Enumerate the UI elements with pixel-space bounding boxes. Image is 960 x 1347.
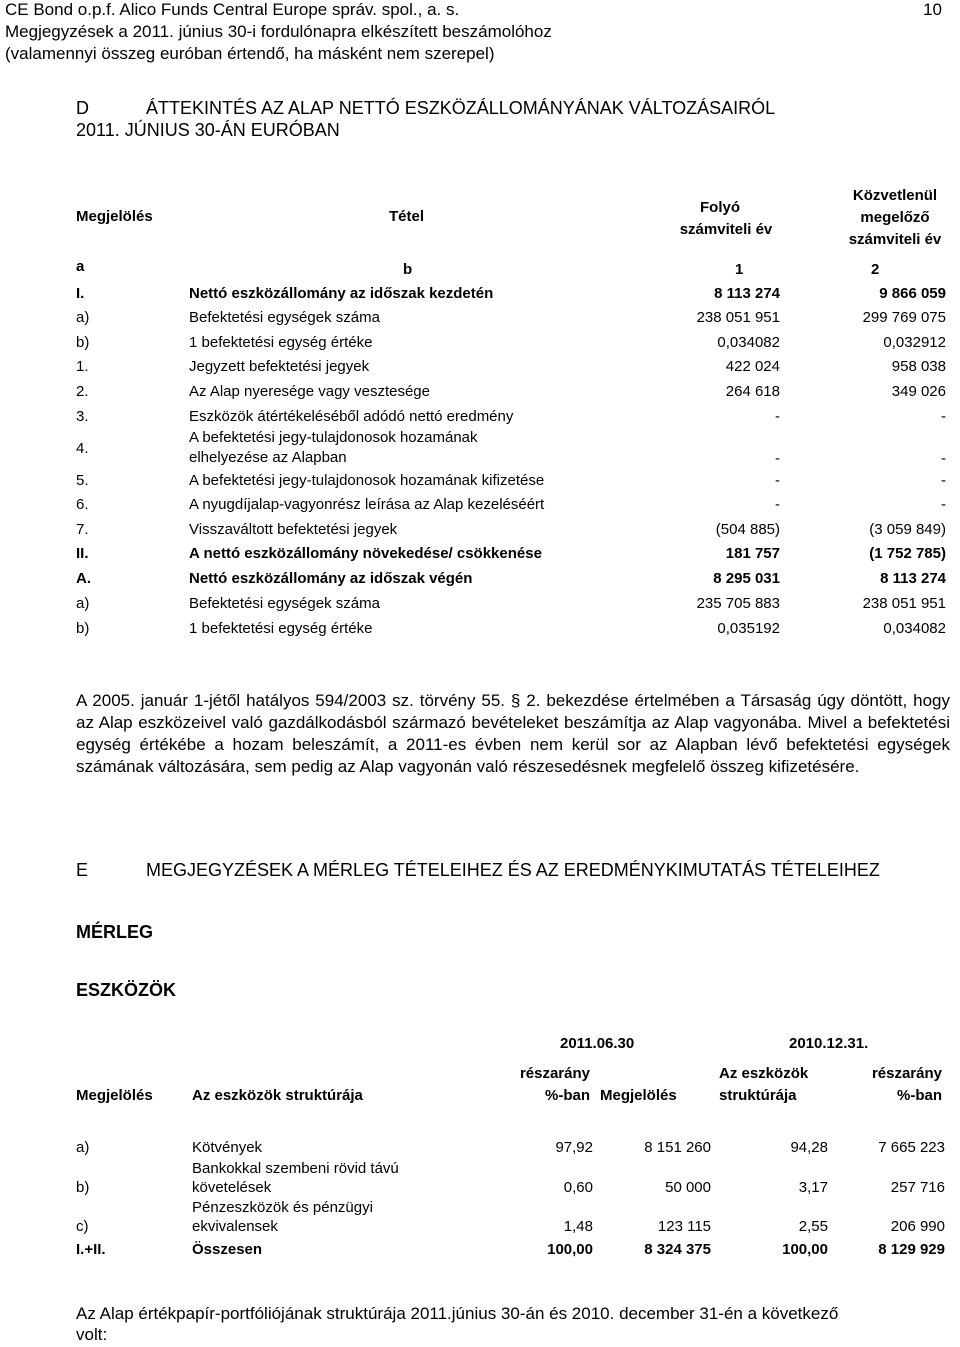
row-current-year: - — [775, 472, 780, 489]
row-label: Visszaváltott befektetési jegyek — [189, 521, 398, 538]
date-2010: 2010.12.31. — [789, 1035, 869, 1052]
date-2011: 2011.06.30 — [560, 1035, 635, 1052]
col-header-elozo-3: számviteli év — [848, 231, 942, 248]
t2-row-value-2010: 7 665 223 — [878, 1139, 945, 1156]
t2-header-reszarany1-1: részarány — [519, 1065, 590, 1082]
col-header-elozo-1: Közvetlenül — [852, 187, 938, 204]
t2-row-mark: c) — [76, 1218, 89, 1235]
col-header-folyo-1: Folyó — [700, 199, 740, 216]
index-2: 2 — [871, 261, 880, 278]
row-previous-year: (3 059 849) — [869, 521, 946, 538]
section-d-title-line-1: ÁTTEKINTÉS AZ ALAP NETTÓ ESZKÖZÁLLOMÁNYÁNAK VÁLTOZÁSAIRÓL — [146, 98, 776, 118]
header-line-2: Megjegyzések a 2011. június 30-i fordulónapra elkészített beszámolóhoz — [5, 22, 552, 41]
t2-row-value-2011: 50 000 — [665, 1179, 711, 1196]
t2-row-mark: b) — [76, 1179, 90, 1196]
t2-row-mark: I.+II. — [76, 1241, 106, 1258]
t2-row-value-2011: 8 151 260 — [644, 1139, 711, 1156]
row-previous-year: 238 051 951 — [862, 595, 946, 612]
t2-row-label: Pénzeszközök és pénzügyi — [192, 1199, 373, 1216]
section-d-letter: D — [76, 98, 89, 118]
row-label: Nettó eszközállomány az időszak kezdetén — [189, 285, 494, 302]
row-mark: 2. — [76, 383, 89, 400]
t2-row-pct-2010: 100,00 — [782, 1241, 828, 1258]
row-mark: 7. — [76, 521, 89, 538]
t2-row-value-2010: 206 990 — [890, 1218, 945, 1235]
t2-row-value-2011: 8 324 375 — [644, 1241, 711, 1258]
row-mark: 3. — [76, 408, 89, 425]
row-previous-year: 8 113 274 — [880, 570, 946, 587]
row-current-year: - — [775, 408, 780, 425]
t2-row-mark: a) — [76, 1139, 90, 1156]
t2-row-value-2010: 257 716 — [890, 1179, 945, 1196]
footer-text-2: volt: — [76, 1325, 108, 1344]
section-d-title-line-2: 2011. JÚNIUS 30-ÁN EURÓBAN — [76, 120, 340, 140]
row-current-year: 8 113 274 — [714, 285, 780, 302]
t2-row-label-cont: követelések — [192, 1179, 272, 1196]
row-mark: 5. — [76, 472, 89, 489]
row-mark: 1. — [76, 358, 89, 375]
row-current-year: 235 705 883 — [696, 595, 780, 612]
row-current-year: 0,035192 — [717, 620, 780, 637]
row-label: 1 befektetési egység értéke — [189, 334, 373, 351]
row-label: A befektetési jegy-tulajdonosok hozamának kifizetése — [189, 472, 545, 489]
row-current-year: 8 295 031 — [713, 570, 780, 587]
t2-header-reszarany2-2: %-ban — [897, 1087, 942, 1104]
row-previous-year: 9 866 059 — [879, 285, 946, 302]
col-header-folyo-2: számviteli év — [679, 221, 773, 238]
row-mark: II. — [76, 545, 89, 562]
t2-header-struktura: Az eszközök struktúrája — [192, 1087, 363, 1104]
eszkozok-heading: ESZKÖZÖK — [76, 980, 177, 1000]
header-line-3: (valamennyi összeg euróban értendő, ha másként nem szerepel) — [5, 44, 495, 63]
col-header-elozo-2: megelőző — [860, 209, 930, 226]
row-previous-year: 299 769 075 — [862, 309, 946, 326]
row-current-year: - — [775, 450, 780, 467]
index-a: a — [76, 258, 85, 275]
row-mark: A. — [76, 570, 91, 587]
row-previous-year: - — [941, 496, 946, 513]
row-mark: b) — [76, 334, 90, 351]
index-1: 1 — [735, 261, 744, 278]
row-previous-year: 958 038 — [891, 358, 946, 375]
row-label: Jegyzett befektetési jegyek — [189, 358, 370, 375]
t2-header-megjeloles: Megjelölés — [76, 1087, 153, 1104]
row-label: 1 befektetési egység értéke — [189, 620, 373, 637]
section-e-letter: E — [76, 860, 89, 880]
row-mark: 4. — [76, 440, 89, 457]
row-current-year: 422 024 — [725, 358, 780, 375]
row-label: Eszközök átértékeléséből adódó nettó eredmény — [189, 408, 514, 425]
t2-header-az-eszkozok-2: struktúrája — [719, 1087, 797, 1104]
t2-row-label-cont: ekvivalensek — [192, 1218, 278, 1235]
row-current-year: 0,034082 — [717, 334, 780, 351]
col-header-tetel: Tétel — [389, 208, 425, 225]
footer-text-1: Az Alap értékpapír-portfóliójának struktúrája 2011.június 30-án és 2010. december 31-én a következő — [76, 1304, 839, 1323]
row-current-year: 264 618 — [725, 383, 780, 400]
row-label: Befektetési egységek száma — [189, 595, 380, 612]
row-label: Befektetési egységek száma — [189, 309, 380, 326]
row-previous-year: 0,034082 — [883, 620, 946, 637]
row-label: A nyugdíjalap-vagyonrész leírása az Alap kezeléséért — [189, 496, 545, 513]
row-previous-year: 0,032912 — [883, 334, 946, 351]
t2-row-pct-2010: 2,55 — [798, 1218, 828, 1235]
row-previous-year: - — [941, 472, 946, 489]
t2-row-pct-2011: 1,48 — [563, 1218, 593, 1235]
t2-row-pct-2011: 97,92 — [555, 1139, 593, 1156]
index-b: b — [403, 261, 413, 278]
t2-header-reszarany2-1: részarány — [871, 1065, 942, 1082]
t2-row-pct-2011: 100,00 — [547, 1241, 593, 1258]
t2-row-pct-2011: 0,60 — [563, 1179, 593, 1196]
t2-row-value-2010: 8 129 929 — [878, 1241, 945, 1258]
row-mark: I. — [76, 285, 85, 302]
row-label-cont: elhelyezése az Alapban — [189, 449, 347, 466]
header-line-1: CE Bond o.p.f. Alico Funds Central Europe správ. spol., a. s. — [5, 0, 460, 19]
row-current-year: 181 757 — [725, 545, 780, 562]
t2-row-label: Bankokkal szembeni rövid távú — [192, 1160, 399, 1177]
row-mark: a) — [76, 309, 90, 326]
section-e-title: MEGJEGYZÉSEK A MÉRLEG TÉTELEIHEZ ÉS AZ EREDMÉNYKIMUTATÁS TÉTELEIHEZ — [146, 860, 880, 880]
t2-header-megjeloles2: Megjelölés — [600, 1087, 677, 1104]
row-current-year: 238 051 951 — [696, 309, 780, 326]
t2-row-pct-2010: 3,17 — [798, 1179, 828, 1196]
t2-header-reszarany1-2: %-ban — [545, 1087, 590, 1104]
explanatory-paragraph: A 2005. január 1-jétől hatályos 594/2003 sz. törvény 55. § 2. bekezdése értelmében a Társaság úgy döntött, hogy az Alap eszközeivel való gazdálkodásból származó bevételeket beszámítja az Alap vagyonába. Mivel a befektetési egység értékébe a hozam beleszámít, a 2011-es évben nem kerül sor az Alapban lévő befektetési egységek számának változására, sem pedig az Alap vagyonán való részesedésnek megfelelő összeg kifizetésére. — [76, 691, 950, 776]
row-label: A befektetési jegy-tulajdonosok hozamának — [189, 429, 478, 446]
row-mark: 6. — [76, 496, 89, 513]
t2-row-label: Összesen — [192, 1241, 263, 1258]
merleg-heading: MÉRLEG — [76, 922, 154, 942]
row-current-year: (504 885) — [715, 521, 780, 538]
row-label: Nettó eszközállomány az időszak végén — [189, 570, 473, 587]
col-header-megjeloles: Megjelölés — [76, 208, 153, 225]
t2-row-value-2011: 123 115 — [657, 1218, 711, 1235]
t2-header-az-eszkozok-1: Az eszközök — [719, 1065, 809, 1082]
row-mark: b) — [76, 620, 90, 637]
row-mark: a) — [76, 595, 90, 612]
row-previous-year: - — [941, 450, 946, 467]
page-number: 10 — [923, 0, 942, 19]
row-previous-year: - — [941, 408, 946, 425]
row-label: Az Alap nyeresége vagy vesztesége — [189, 383, 430, 400]
t2-row-label: Kötvények — [192, 1139, 263, 1156]
row-previous-year: (1 752 785) — [869, 545, 946, 562]
row-previous-year: 349 026 — [891, 383, 946, 400]
t2-row-pct-2010: 94,28 — [790, 1139, 828, 1156]
row-current-year: - — [775, 496, 780, 513]
row-label: A nettó eszközállomány növekedése/ csökkenése — [189, 545, 542, 562]
